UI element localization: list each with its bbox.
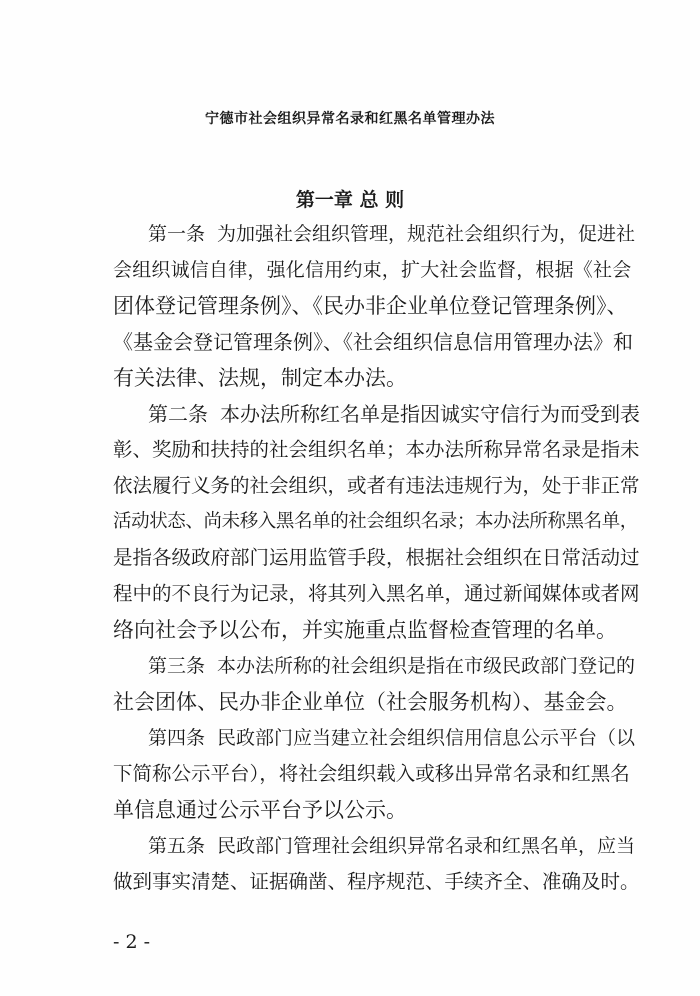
article-5-line-2: 做到事实清楚、证据确凿、程序规范、手续齐全、准确及时。: [113, 870, 640, 893]
article-2-line-2: 彰、奖励和扶持的社会组织名单；本办法所称异常名录是指未: [113, 438, 640, 461]
article-3-line-2: 社会团体、民办非企业单位（社会服务机构）、基金会。: [113, 690, 628, 714]
article-1-line-3: 团体登记管理条例》、《民办非企业单位登记管理条例》、: [113, 294, 628, 318]
article-2-line-1: 第二条 本办法所称红名单是指因诚实守信行为而受到表: [148, 402, 640, 426]
article-4-line-2: 下简称公示平台），将社会组织载入或移出异常名录和红黑名: [113, 762, 630, 785]
article-2-line-4: 活动状态、尚未移入黑名单的社会组织名录；本办法所称黑名单，: [113, 511, 638, 532]
article-2-line-5: 是指各级政府部门运用监管手段，根据社会组织在日常活动过: [113, 546, 640, 569]
article-3-line-1: 第三条 本办法所称的社会组织是指在市级民政部门登记的: [148, 655, 636, 677]
article-5-line-1: 第五条 民政部门管理社会组织异常名录和红黑名单，应当: [148, 835, 636, 857]
chapter-heading: 第一章 总 则: [295, 189, 405, 211]
article-2-line-6: 程中的不良行为记录，将其列入黑名单，通过新闻媒体或者网: [113, 582, 640, 605]
article-2-line-7: 络向社会予以公布，并实施重点监督检查管理的名单。: [113, 618, 617, 642]
article-1-line-4: 《基金会登记管理条例》、《社会组织信息信用管理办法》和: [113, 330, 633, 354]
article-1-id: 第一条: [148, 223, 206, 245]
article-1-line-1: 第一条 为加强社会组织管理，规范社会组织行为，促进社: [148, 223, 636, 245]
article-2-line-3: 依法履行义务的社会组织，或者有违法违规行为，处于非正常: [113, 474, 640, 497]
article-1-line-5: 有关法律、法规，制定本办法。: [113, 366, 407, 390]
article-1-line-2: 会组织诚信自律，强化信用约束，扩大社会监督，根据《社会: [113, 259, 632, 281]
document-title: 宁德市社会组织异常名录和红黑名单管理办法: [205, 111, 495, 127]
article-4-line-1: 第四条 民政部门应当建立社会组织信用信息公示平台（以: [148, 727, 636, 749]
article-4-id: 第四条: [148, 727, 206, 749]
article-2-id: 第二条: [148, 402, 208, 426]
page-number: - 2 -: [113, 931, 151, 953]
article-5-id: 第五条: [148, 835, 206, 857]
article-4-line-3: 单信息通过公示平台予以公示。: [113, 798, 407, 822]
article-3-id: 第三条: [148, 655, 206, 677]
